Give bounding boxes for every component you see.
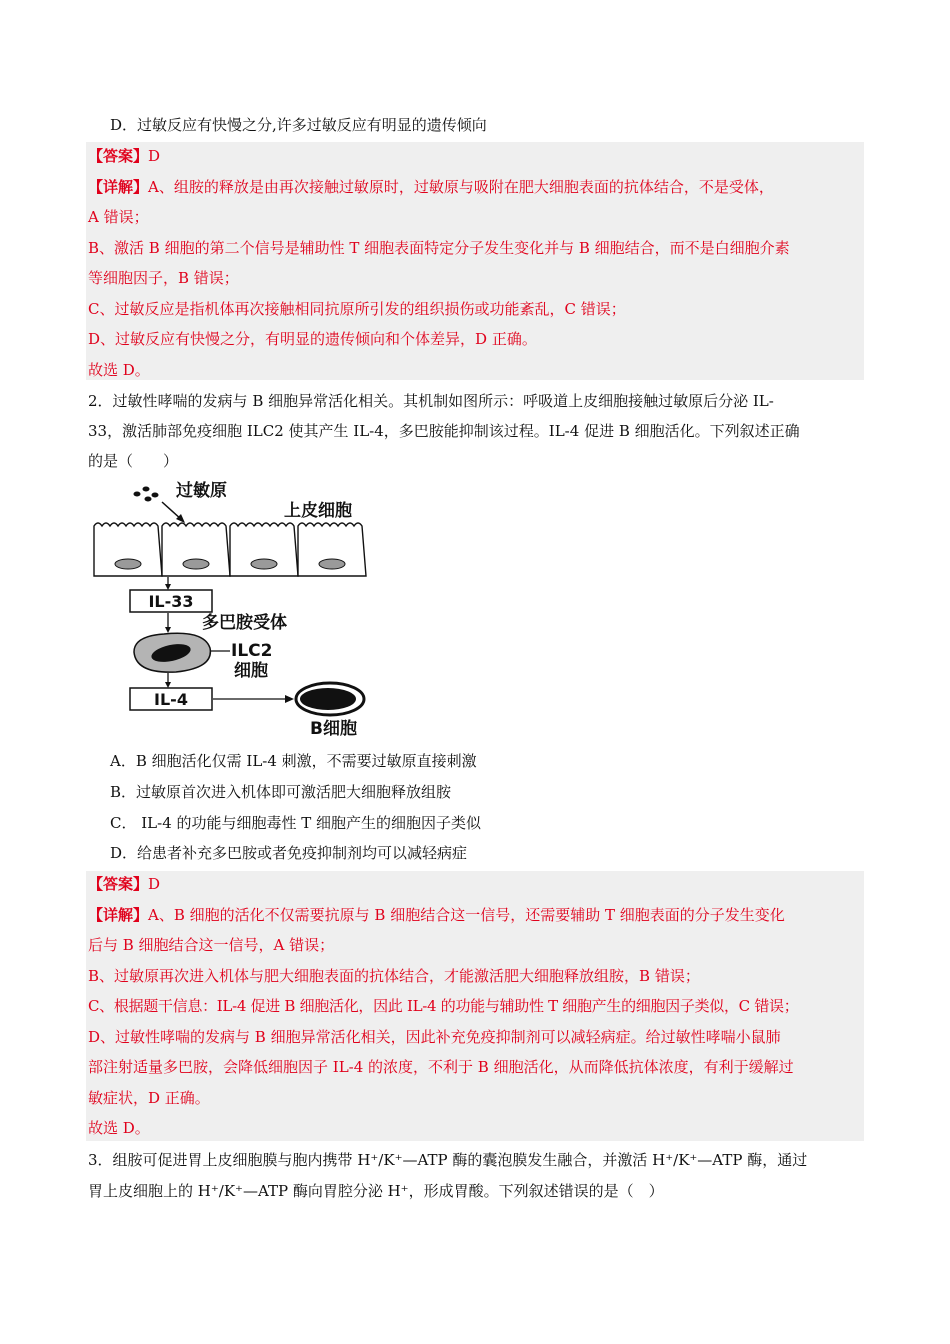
mechanism-diagram	[80, 476, 400, 744]
answer-tag: 【答案】	[88, 875, 149, 893]
epithelial-label: 上皮细胞	[284, 501, 352, 521]
q1-detail-line: 等细胞因子，B 错误；	[88, 269, 239, 287]
answer-value: D	[148, 147, 161, 165]
q2-detail-line: 部注射适量多巴胺，会降低细胞因子 IL-4 的浓度，不利于 B 细胞活化，从而降低抗体浓度，有利于缓解过	[88, 1058, 794, 1076]
q2-detail-line: C、根据题干信息：IL-4 促进 B 细胞活化，因此 IL-4 的功能与辅助性 T 细胞产生的细胞因子类似，C 错误；	[88, 997, 799, 1015]
arrow-to-il4-head	[165, 682, 171, 688]
q1-detail-line: C、过敏反应是指机体再次接触相同抗原所引发的组织损伤或功能紊乱，C 错误；	[88, 300, 626, 318]
dopamine-receptor-label: 多巴胺受体	[202, 613, 287, 633]
allergen-label: 过敏原	[176, 481, 227, 501]
answer-tag: 【答案】	[88, 147, 149, 165]
q2-detail-line: 后与 B 细胞结合这一信号，A 错误；	[88, 936, 335, 954]
q1-detail-line: 【详解】A、组胺的释放是由再次接触过敏原时，过敏原与吸附在肥大细胞表面的抗体结合，不是受体，	[88, 178, 774, 196]
q2-detail-line: 敏症状，D 正确。	[88, 1089, 210, 1107]
q2-option-b: B．过敏原首次进入机体即可激活肥大细胞释放组胺	[110, 783, 452, 801]
q1-detail-line: D、过敏反应有快慢之分，有明显的遗传倾向和个体差异，D 正确。	[88, 330, 537, 348]
bcell-nucleus	[300, 688, 356, 710]
ilc2-label: ILC2	[231, 641, 273, 661]
q2-detail-line: D、过敏性哮喘的发病与 B 细胞异常活化相关，因此补充免疫抑制剂可以减轻病症。给过敏性哮喘小鼠肺	[88, 1028, 781, 1046]
q1-detail-line: 故选 D。	[88, 361, 150, 379]
q1-option-d: D．过敏反应有快慢之分,许多过敏反应有明显的遗传倾向	[110, 116, 487, 134]
q3-stem-line: 胃上皮细胞上的 H⁺/K⁺—ATP 酶向胃腔分泌 H⁺，形成胃酸。下列叙述错误的是（ ）	[88, 1182, 664, 1200]
bcell-label: B细胞	[310, 719, 357, 739]
arrow-to-il33-head	[165, 584, 171, 590]
q2-stem-line: 的是（ ）	[88, 452, 179, 470]
q2-detail-line: B、过敏原再次进入机体与肥大细胞表面的抗体结合，才能激活肥大细胞释放组胺，B 错误；	[88, 967, 700, 985]
q2-detail-line: 故选 D。	[88, 1119, 150, 1137]
allergen-particles	[134, 487, 159, 502]
q2-option-d: D．给患者补充多巴胺或者免疫抑制剂均可以减轻病症	[110, 844, 468, 862]
arrow-to-ilc2-head	[165, 627, 171, 633]
detail-tag: 【详解】	[88, 906, 149, 924]
detail-tag: 【详解】	[88, 178, 149, 196]
q3-stem-line: 3．组胺可促进胃上皮细胞膜与胞内携带 H⁺/K⁺—ATP 酶的囊泡膜发生融合，并激活 H⁺/K⁺—ATP 酶，通过	[88, 1151, 808, 1169]
q1-detail-line: A 错误；	[88, 208, 149, 226]
q2-option-a: A．B 细胞活化仅需 IL-4 刺激，不需要过敏原直接刺激	[110, 752, 477, 770]
q2-option-c: C． IL-4 的功能与细胞毒性 T 细胞产生的细胞因子类似	[110, 814, 482, 832]
q1-detail-line: B、激活 B 细胞的第二个信号是辅助性 T 细胞表面特定分子发生变化并与 B 细胞结合，而不是白细胞介素	[88, 239, 790, 257]
q2-stem-line: 33，激活肺部免疫细胞 ILC2 使其产生 IL-4，多巴胺能抑制该过程。IL-4 促进 B 细胞活化。下列叙述正确	[88, 422, 800, 440]
q2-answer	[88, 869, 160, 899]
answer-value: D	[148, 875, 161, 893]
ilc2-label-cell: 细胞	[234, 661, 268, 681]
q2-stem-line: 2．过敏性哮喘的发病与 B 细胞异常活化相关。其机制如图所示：呼吸道上皮细胞接触过敏原后分泌 IL-	[88, 392, 774, 410]
il33-label: IL-33	[148, 592, 194, 611]
il4-label: IL-4	[154, 690, 188, 709]
q2-detail-line: 【详解】A、B 细胞的活化不仅需要抗原与 B 细胞结合这一信号，还需要辅助 T 细胞表面的分子发生变化	[88, 906, 785, 924]
q1-answer	[88, 141, 160, 171]
arrow-to-bcell-head	[285, 695, 294, 703]
